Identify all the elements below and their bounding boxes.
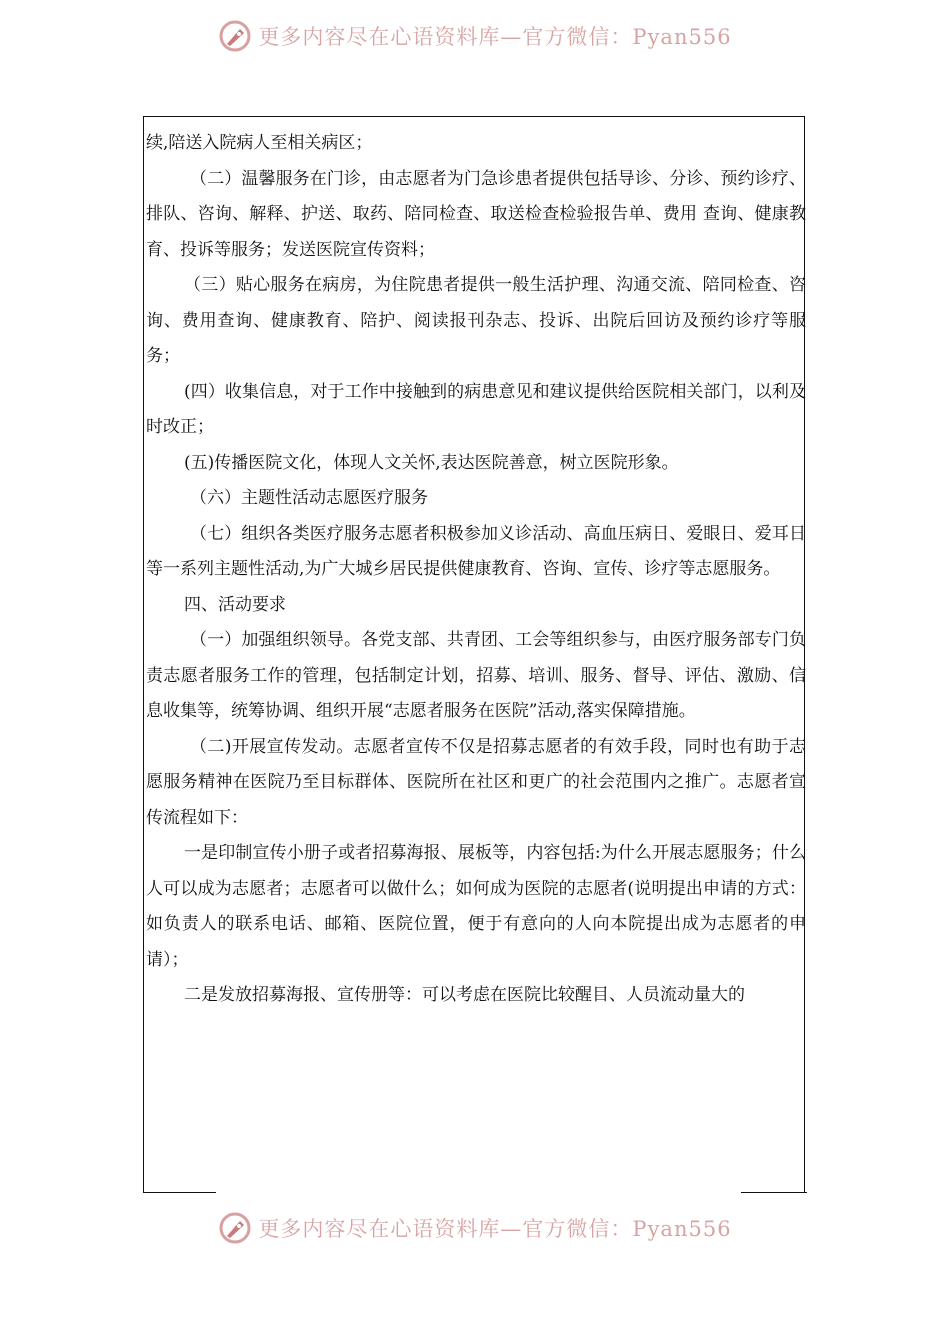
paragraph-posters: 二是发放招募海报、宣传册等：可以考虑在医院比较醒目、人员流动量大的 — [184, 985, 745, 1005]
pen-nib-logo-icon — [218, 1211, 252, 1245]
paragraph-outpatient-service: （二）温馨服务在门诊，由志愿者为门急诊患者提供包括导诊、分诊、预约诊疗、排队、咨询、解释、护送、取药、陪同检查、取送检查检验报告单、费用 查询、健康教育、投诉等服务；发送医院宣传资料； — [146, 168, 806, 260]
pen-nib-logo-icon — [218, 19, 252, 53]
section-heading-requirements: 四、活动要求 — [184, 594, 286, 615]
watermark-text: 更多内容尽在心语资料库—官方微信：Pyan556 — [258, 1217, 732, 1241]
paragraph-collect-info: (四）收集信息，对于工作中接触到的病患意见和建议提供给医院相关部门，以利及时改正； — [146, 381, 806, 437]
paragraph-publicity: （二)开展宣传发动。志愿者宣传不仅是招募志愿者的有效手段，同时也有助于志愿服务精神在医院乃至目标群体、医院所在社区和更广的社会范围内之推广。志愿者宣传流程如下： — [146, 736, 806, 828]
paragraph-brochure: 一是印制宣传小册子或者招募海报、展板等，内容包括:为什么开展志愿服务；什么人可以成为志愿者；志愿者可以做什么；如何成为医院的志愿者(说明提出申请的方式：如负责人的联系电话、邮箱、医院位置，便于有意向的人向本院提出成为志愿者的申请）； — [146, 843, 806, 970]
paragraph-themed-activity: （六）主题性活动志愿医疗服务 — [190, 488, 428, 508]
header-watermark — [0, 16, 950, 56]
watermark-text: 更多内容尽在心语资料库—官方微信：Pyan556 — [258, 25, 732, 49]
document-body — [146, 126, 806, 1014]
paragraph-continuation: 续,陪送入院病人至相关病区； — [146, 133, 373, 153]
frame-bottom-rule-right — [741, 1192, 807, 1193]
footer-watermark — [0, 1208, 950, 1248]
paragraph-free-clinic: （七）组织各类医疗服务志愿者积极参加义诊活动、高血压病日、爱眼日、爱耳日等一系列主题性活动,为广大城乡居民提供健康教育、咨询、宣传、诊疗等志愿服务。 — [146, 523, 806, 579]
paragraph-ward-service: （三）贴心服务在病房，为住院患者提供一般生活护理、沟通交流、陪同检查、咨询、费用查询、健康教育、陪护、阅读报刊杂志、投诉、出院后回访及预约诊疗等服务； — [146, 275, 806, 366]
paragraph-leadership: （一）加强组织领导。各党支部、共青团、工会等组织参与，由医疗服务部专门负责志愿者服务工作的管理，包括制定计划，招募、培训、服务、督导、评估、激励、信息收集等，统筹协调、组织开展“志愿者服务在医院”活动,落实保障措施。 — [146, 630, 806, 721]
paragraph-hospital-culture: (五)传播医院文化，体现人文关怀,表达医院善意，树立医院形象。 — [184, 452, 679, 473]
frame-bottom-rule-left — [143, 1192, 216, 1193]
